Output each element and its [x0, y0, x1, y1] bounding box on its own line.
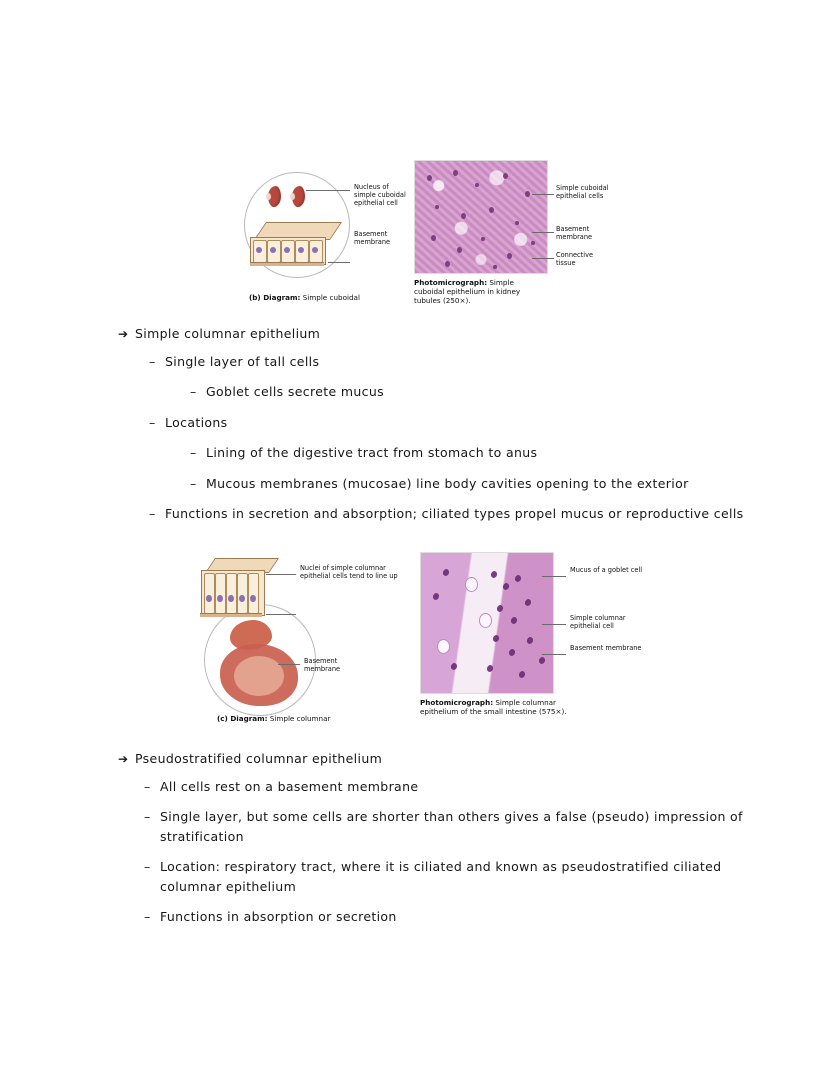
cuboidal-micro-label-connective: Connective tissue [556, 251, 594, 268]
bullet-single-layer-pseudo-text: Single layer, but some cells are shorter than others gives a false (pseudo) impression of stratification [160, 809, 743, 844]
columnar-micrograph-image [420, 552, 554, 694]
leader-line [266, 614, 296, 615]
bullet-digestive-tract-text: Lining of the digestive tract from stomach to anus [206, 445, 538, 461]
leader-line [532, 258, 554, 259]
leader-line [542, 576, 566, 577]
columnar-diagram-caption [217, 714, 387, 723]
basement-membrane-band [200, 613, 262, 617]
dash-bullet-icon: – [144, 908, 151, 924]
dash-bullet-icon: – [149, 505, 156, 521]
figure-simple-columnar [182, 552, 652, 732]
cuboidal-micrograph-caption-bold: Photomicrograph: [414, 278, 488, 287]
columnar-diagram-caption-bold: (c) Diagram: [217, 714, 268, 723]
outline-pseudostratified [118, 751, 778, 937]
columnar-block-face [201, 570, 265, 616]
cuboidal-diagram-caption [249, 293, 399, 302]
bullet-location-respiratory-text: Location: respiratory tract, where it is ciliated and known as pseudostratified ciliated columnar epithelium [160, 859, 722, 894]
cuboidal-micrograph-caption-rest: Simple cuboidal epithelium in kidney tubules (250×). [414, 278, 521, 305]
heading-pseudostratified-text: Pseudostratified columnar epithelium [135, 751, 383, 766]
dash-bullet-icon: – [149, 414, 156, 430]
dash-bullet-icon: – [144, 809, 151, 825]
bullet-mucous-membranes-text: Mucous membranes (mucosae) line body cavities opening to the exterior [206, 475, 689, 491]
columnar-micro-label-mucus: Mucus of a goblet cell [570, 566, 643, 574]
bullet-functions-secretion [118, 504, 745, 523]
arrow-bullet-icon: ➔ [118, 327, 129, 341]
outline-simple-columnar [118, 326, 758, 534]
bullet-all-cells-rest-text: All cells rest on a basement membrane [160, 779, 419, 794]
columnar-label-nuclei: Nuclei of simple columnar epithelial cells tend to line up [300, 564, 398, 581]
bullet-locations [118, 413, 758, 432]
columnar-micrograph-caption-bold: Photomicrograph: [420, 698, 494, 707]
dash-bullet-icon: – [190, 384, 197, 400]
bullet-location-respiratory [118, 857, 780, 896]
intestine-inner-illustration [234, 656, 284, 696]
cuboidal-micro-label-cells: Simple cuboidal epithelial cells [556, 184, 609, 201]
bullet-locations-text: Locations [165, 414, 228, 430]
basement-membrane-band [250, 262, 324, 266]
dash-bullet-icon: – [190, 475, 197, 491]
figure-simple-cuboidal [232, 160, 612, 320]
leader-line [542, 624, 566, 625]
bullet-all-cells-rest [118, 777, 778, 796]
columnar-micro-label-cell: Simple columnar epithelial cell [570, 614, 626, 631]
columnar-micrograph-caption-rest: Simple columnar epithelium of the small intestine (575×). [420, 698, 567, 716]
cuboidal-cell-block [254, 222, 340, 266]
cuboidal-micrograph-panel [414, 160, 614, 305]
heading-simple-columnar [118, 326, 758, 341]
bullet-functions-secretion-text: Functions in secretion and absorption; ciliated types propel mucus or reproductive cells [165, 505, 744, 521]
bullet-functions-absorption-text: Functions in absorption or secretion [160, 908, 397, 924]
heading-pseudostratified [118, 751, 778, 766]
bullet-single-layer-pseudo [118, 807, 760, 846]
leader-line [328, 262, 350, 263]
dash-bullet-icon: – [144, 779, 151, 794]
leader-line [532, 194, 554, 195]
columnar-cell-block [204, 558, 278, 620]
cuboidal-diagram-caption-bold: (b) Diagram: [249, 293, 301, 302]
columnar-micrograph-panel [420, 552, 652, 716]
leader-line [532, 232, 554, 233]
heading-simple-columnar-text: Simple columnar epithelium [135, 326, 321, 341]
leader-line [306, 190, 350, 191]
bullet-single-layer-tall-cells [118, 352, 758, 371]
bullet-mucous-membranes [118, 474, 746, 493]
bullet-single-layer-tall-cells-text: Single layer of tall cells [165, 354, 320, 369]
cuboidal-micrograph-image [414, 160, 548, 274]
bullet-functions-absorption [118, 907, 778, 926]
cuboidal-block-face [250, 237, 326, 265]
leader-line [542, 654, 566, 655]
leader-line [266, 574, 296, 575]
cuboidal-micro-label-basement: Basement membrane [556, 225, 593, 242]
bullet-digestive-tract [118, 443, 758, 462]
cuboidal-label-basement-membrane: Basement membrane [354, 230, 391, 247]
bullet-goblet-cells [118, 382, 758, 401]
cuboidal-micrograph-caption [414, 278, 544, 305]
dash-bullet-icon: – [149, 354, 156, 369]
columnar-diagram-caption-rest: Simple columnar [267, 714, 331, 723]
arrow-bullet-icon: ➔ [118, 752, 129, 766]
bullet-goblet-cells-text: Goblet cells secrete mucus [206, 384, 385, 400]
leader-line [278, 664, 300, 665]
dash-bullet-icon: – [190, 445, 197, 461]
dash-bullet-icon: – [144, 859, 151, 875]
columnar-micro-label-basement: Basement membrane [570, 644, 642, 652]
columnar-micrograph-caption [420, 698, 580, 716]
cuboidal-label-nucleus: Nucleus of simple cuboidal epithelial cell [354, 183, 406, 208]
columnar-label-basement-membrane: Basement membrane [304, 657, 341, 674]
cuboidal-diagram-caption-rest: Simple cuboidal [300, 293, 360, 302]
